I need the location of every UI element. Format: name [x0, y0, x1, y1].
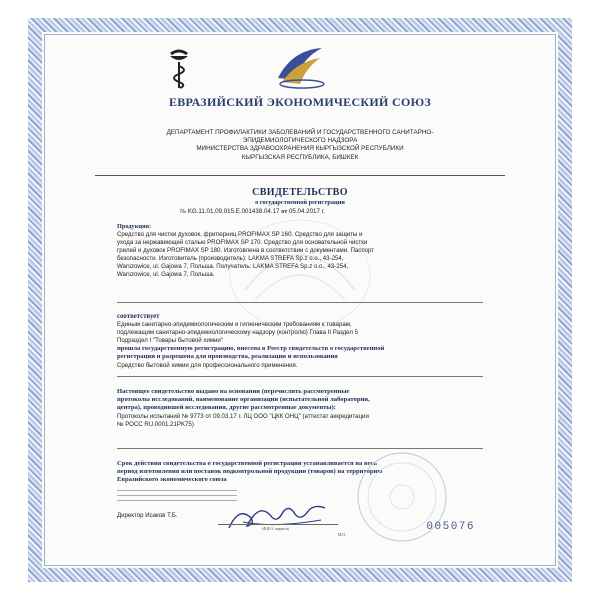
- authority-underline: [95, 175, 505, 176]
- product-line: Warszowice, ul. Gajowa 7, Польша.: [117, 270, 215, 278]
- signature-name-caption: (Ф.И.О. подписи): [262, 527, 289, 531]
- basis-heading-line: центра), проводившей исследования, другие рассмотренные документы):: [117, 403, 336, 411]
- department-line: ЭПИДЕМИОЛОГИЧЕСКОГО НАДЗОРА: [242, 137, 358, 145]
- registration-number: KG.11.01.09.015.E.001438.04.17: [187, 208, 280, 215]
- department-line: МИНИСТЕРСТВА ЗДРАВООХРАНЕНИЯ КЫРГЫЗСКОЙ РЕСПУБЛИКИ: [196, 145, 404, 153]
- department-line: ДЕПАРТАМЕНТ ПРОФИЛАКТИКИ ЗАБОЛЕВАНИЙ И ГОСУДАРСТВЕННОГО САНИТАРНО-: [166, 129, 434, 136]
- date-prefix: от: [281, 208, 288, 215]
- basis-heading-line: Настоящее свидетельство выдано на основании (перечислить рассмотренные: [117, 388, 350, 395]
- department-line: КЫРГЫЗСКАЯ РЕСПУБЛИКА, БИШКЕК: [241, 153, 359, 161]
- product-line: ухода за нержавеющей сталью PROFIMAX SP 170. Средство для основательной чистки: [117, 238, 368, 246]
- compliance-line: подлежащим санитарно-эпидемиологическому надзору (контролю) Глава II Раздел 5: [117, 328, 358, 336]
- health-ministry-logo: [162, 44, 196, 90]
- product-line: Warszowice, ul. Gajowa 7, Польша. Получатель: LAKMA STREFA Sp.z o.o., 43-254,: [117, 262, 349, 270]
- registration-statement: [117, 345, 502, 361]
- usage-text: Средство бытовой химии для профессионального применения.: [117, 362, 298, 369]
- signatory-note: [117, 486, 237, 501]
- product-description: [117, 231, 497, 278]
- registration-number-line: [180, 208, 325, 215]
- compliance-label: соответствует: [117, 313, 160, 320]
- certificate-subtitle: о государственной регистрации: [255, 199, 345, 206]
- validity-line: Евразийского экономического союза: [117, 475, 227, 483]
- compliance-line: Подраздел I "Товары бытовой химии": [117, 336, 224, 344]
- basis-heading: [117, 388, 502, 412]
- divider-line: [117, 302, 483, 303]
- bowl-rim: [171, 51, 187, 54]
- fine-rule: [117, 496, 237, 501]
- divider-line: [117, 448, 483, 449]
- compliance-line: Единым санитарно-эпидемиологическим и гигиеническим требованиям к товарам,: [117, 321, 352, 328]
- product-line: безопасности. Изготовитель (производитель): LAKMA STREFA Sp.z o.o., 43-254,: [117, 254, 344, 262]
- registration-line: регистрации и разрешена для производства, реализации и использования: [117, 352, 338, 360]
- signer-name: Директор Исаков Т.Б.: [117, 512, 178, 519]
- seal-caption: М.П.: [338, 533, 346, 537]
- product-label: Продукция:: [117, 223, 152, 230]
- registration-line: прошла государственную регистрацию, внесена в Реестр свидетельств о государственной: [117, 345, 385, 352]
- compliance-text: [117, 321, 497, 345]
- basis-line: Протоколы испытаний № 9773 от 09.03.17 г. ЛЦ ООО "ЦКК ОНЦ" (аттестат аккредитации: [117, 413, 369, 420]
- eaeu-emblem: [262, 44, 342, 92]
- form-serial-number: 005076: [426, 521, 475, 533]
- product-line: Средство для чистки духовок, фритюрниц PROFIMAX SP 160. Средство для защиты и: [117, 231, 363, 238]
- signature-line: [218, 524, 338, 525]
- divider-line: [117, 376, 483, 377]
- validity-line: Срок действия свидетельства о государственной регистрации устанавливается на весь: [117, 460, 377, 467]
- basis-heading-line: протоколы исследований, наименование организации (испытательной лаборатории,: [117, 395, 370, 403]
- union-title: ЕВРАЗИЙСКИЙ ЭКОНОМИЧЕСКИЙ СОЮЗ: [168, 95, 432, 109]
- certificate-title: СВИДЕТЕЛЬСТВО: [252, 187, 348, 198]
- product-line: грилей и духовок PROFIMAX SP 180. Изготовлена в соответствии с документами. Паспорт: [117, 246, 375, 254]
- basis-line: № РОСС RU.0001.21PK75): [117, 420, 194, 428]
- basis-documents: [117, 413, 497, 429]
- department-block: [120, 129, 480, 162]
- number-prefix: №: [180, 208, 187, 215]
- validity-line: период изготовления или поставок подконтрольной продукции (товаров) на территорию: [117, 467, 383, 475]
- registration-date: 05.04.2017 г.: [288, 208, 325, 215]
- bowl: [170, 56, 188, 60]
